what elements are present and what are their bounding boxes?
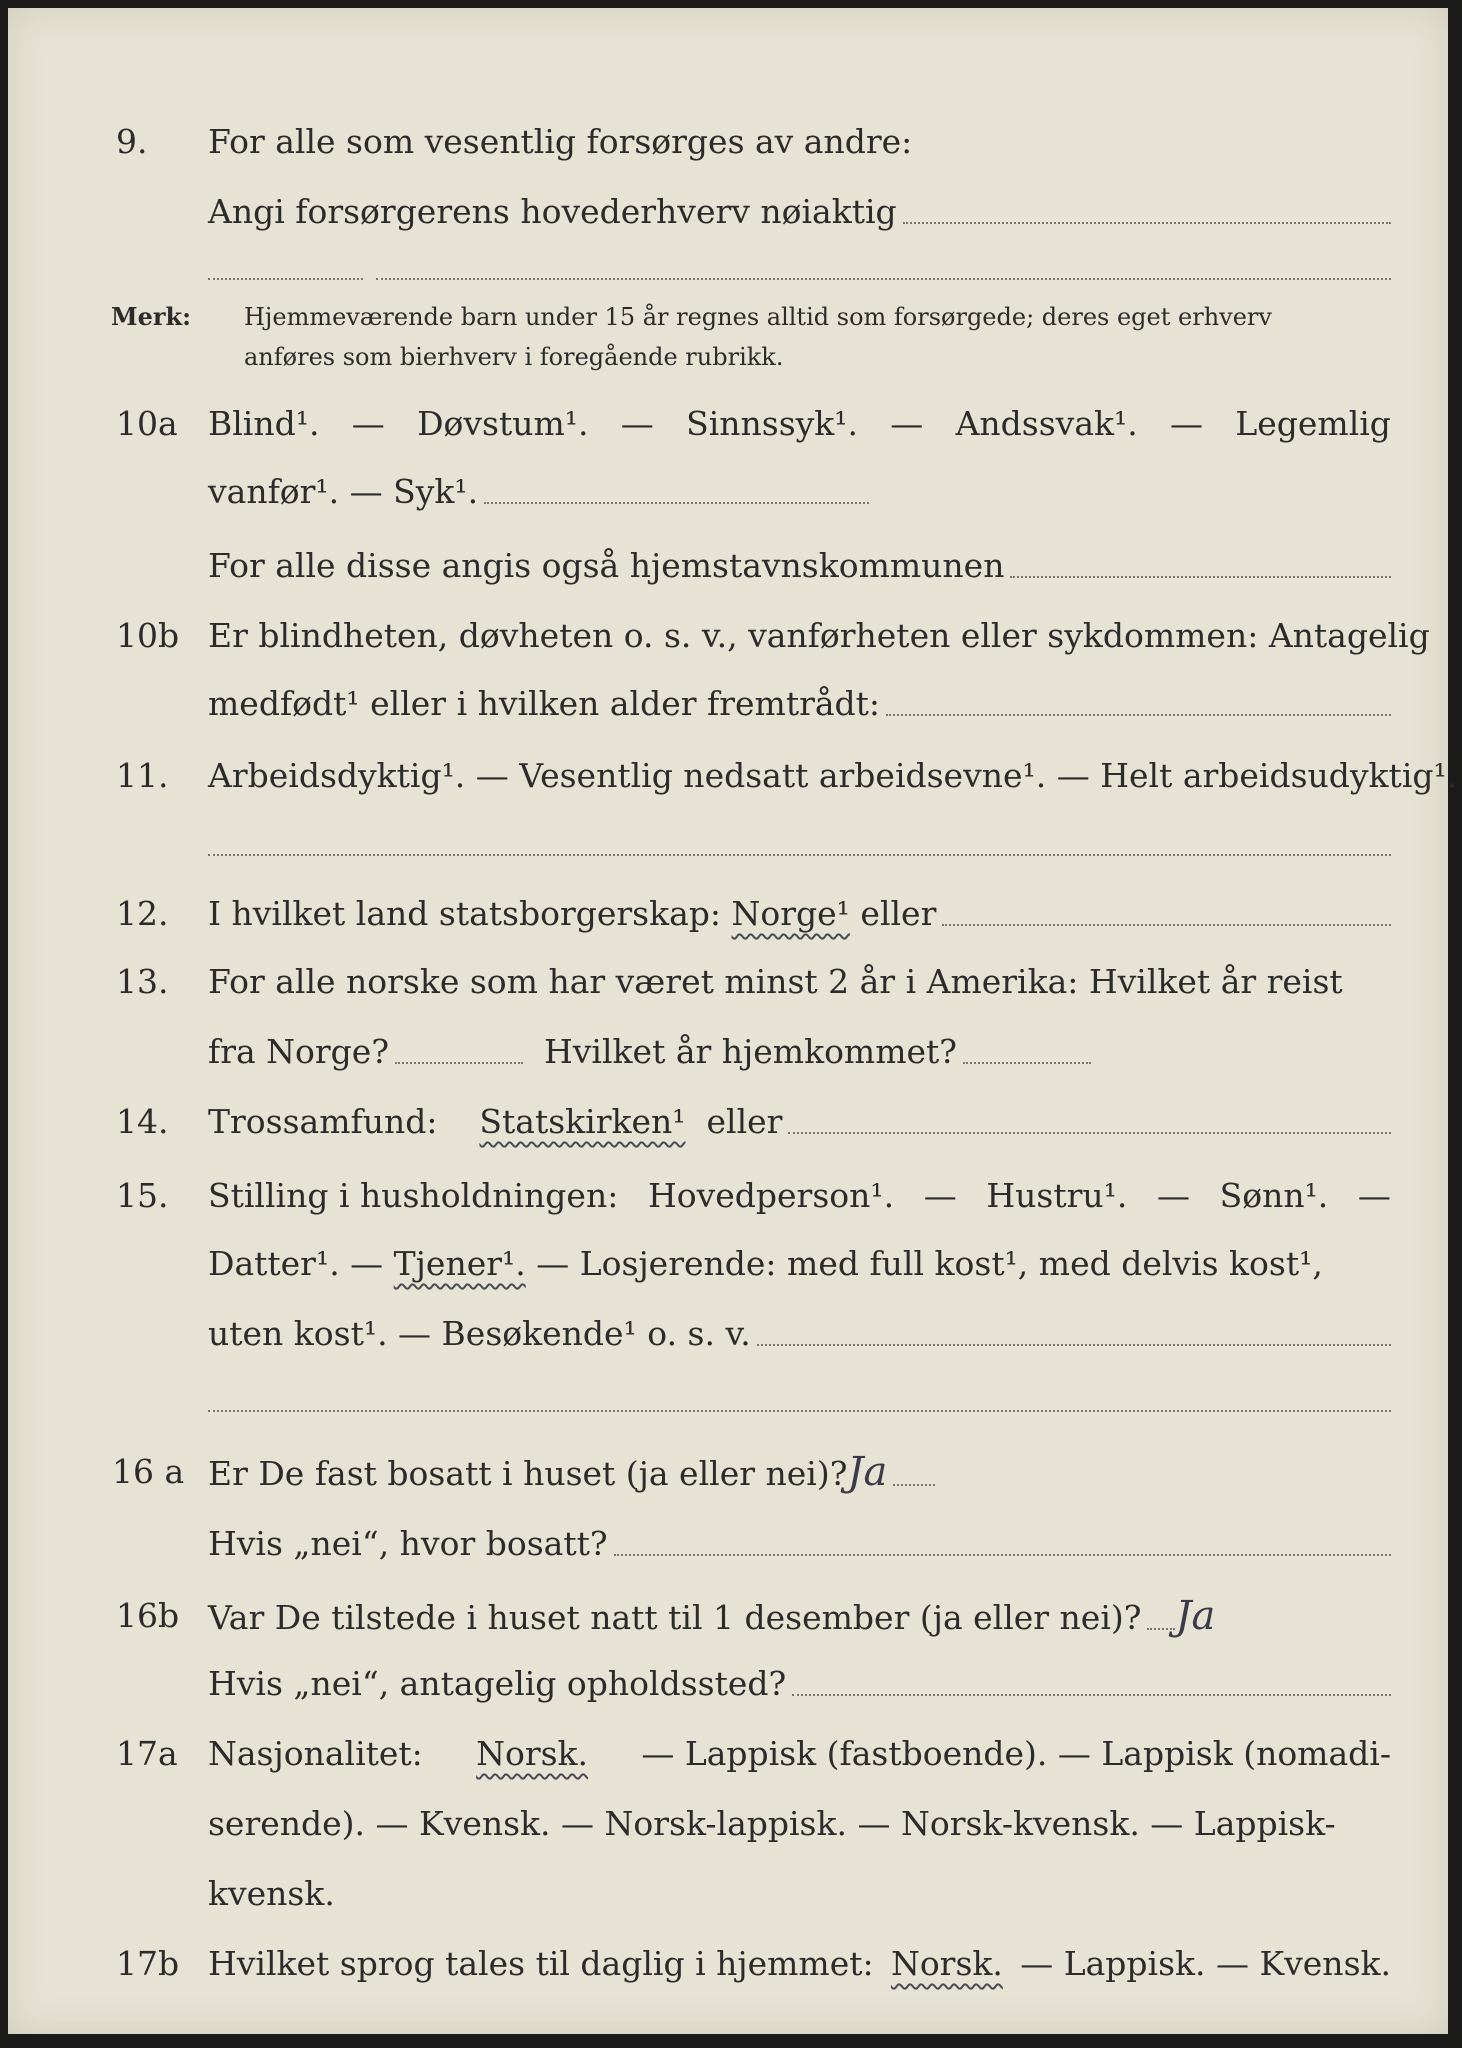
q15-line3 xyxy=(8,1310,1448,1358)
q17b-line xyxy=(8,1940,1448,1988)
q10a-dash: — xyxy=(1170,404,1204,443)
q10a-hjemstavn-field[interactable] xyxy=(1010,575,1391,578)
q15-sonn: Sønn¹. xyxy=(1219,1176,1329,1215)
q16a-bosatt-field[interactable] xyxy=(614,1553,1391,1556)
q12-prompt: I hvilket land statsborgerskap: xyxy=(208,894,722,933)
q9-separator-a xyxy=(208,278,363,280)
q9-provider-prompt: Angi forsørgerens hovederhverv nøiaktig xyxy=(208,192,897,231)
q15-answer-field[interactable] xyxy=(757,1343,1391,1346)
q16a-line1 xyxy=(8,1448,1448,1496)
q16b-handwritten-answer: Ja xyxy=(1175,1593,1216,1639)
q10a-hjemstavn-prompt: For alle disse angis også hjemstavnskommunen xyxy=(208,546,1005,585)
q16a-hvor-bosatt: Hvis „nei“, hvor bosatt? xyxy=(208,1524,608,1563)
q14-line xyxy=(8,1098,1448,1146)
q17a-answer-norsk: Norsk. xyxy=(476,1734,589,1773)
q15-line1 xyxy=(8,1172,1448,1220)
q15-hovedperson: Hovedperson¹. xyxy=(647,1176,895,1215)
q12-line xyxy=(8,890,1448,938)
q9-line1 xyxy=(8,118,1448,166)
q15-dash: — xyxy=(923,1176,957,1215)
q17b-label: Hvilket sprog tales til daglig i hjemmet: xyxy=(208,1944,874,1983)
q10a-dash: — xyxy=(620,404,654,443)
q10b-line1 xyxy=(8,612,1448,660)
q17a-label: Nasjonalitet: xyxy=(208,1734,423,1773)
q17a-line3 xyxy=(8,1870,1448,1918)
q17b-number: 17b xyxy=(116,1944,180,1983)
q15-answer-tjener: Tjener¹. xyxy=(393,1244,526,1283)
q10a-answer-field[interactable] xyxy=(484,501,869,504)
q15-hustru: Hustru¹. xyxy=(986,1176,1128,1215)
q15-dash: — xyxy=(1156,1176,1190,1215)
q10a-dovstum: Døvstum¹. xyxy=(417,404,589,443)
q10a-dash: — xyxy=(890,404,924,443)
q17a-line2 xyxy=(8,1800,1448,1848)
q9-number: 9. xyxy=(116,122,148,161)
q9-separator-b xyxy=(376,278,1391,280)
q16b-opholdssted-field[interactable] xyxy=(792,1693,1391,1696)
q9-line2 xyxy=(8,188,1448,236)
q10a-line1 xyxy=(8,400,1448,448)
q14-answer-statskirken: Statskirken¹ xyxy=(479,1102,686,1141)
q13-reist-field[interactable] xyxy=(395,1061,523,1064)
q10b-line2 xyxy=(8,680,1448,728)
q14-eller: eller xyxy=(706,1102,783,1141)
q10a-line2 xyxy=(8,468,1448,516)
merk-line1 xyxy=(8,298,1448,336)
q15-losjerende: — Losjerende: med full kost¹, med delvis kost¹, xyxy=(536,1244,1323,1283)
q16b-prompt: Var De tilstede i huset natt til 1 desember (ja eller nei)? xyxy=(208,1598,1142,1637)
q16b-opholdssted-prompt: Hvis „nei“, antagelig opholdssted? xyxy=(208,1664,787,1703)
q10b-answer-field[interactable] xyxy=(886,713,1391,716)
q13-line2 xyxy=(8,1028,1448,1076)
q10a-sinnssyk: Sinnssyk¹. xyxy=(686,404,858,443)
q10b-prompt: medfødt¹ eller i hvilken alder fremtrådt: xyxy=(208,684,881,723)
q11-text: Arbeidsdyktig¹. — Vesentlig nedsatt arbeidsevne¹. — Helt arbeidsudyktig¹. xyxy=(208,756,1458,795)
q13-number: 13. xyxy=(116,962,169,1001)
q12-number: 12. xyxy=(116,894,169,933)
q14-answer-field[interactable] xyxy=(788,1131,1391,1134)
q16a-answer-field[interactable] xyxy=(893,1483,935,1486)
q13-text: For alle norske som har været minst 2 år i Amerika: Hvilket år reist xyxy=(208,962,1343,1001)
q17a-line1 xyxy=(8,1730,1448,1778)
q10a-vanfor-syk: vanfør¹. — Syk¹. xyxy=(208,472,479,511)
census-form-page xyxy=(8,8,1458,2034)
q13-reist-prompt: fra Norge? xyxy=(208,1032,390,1071)
q15-number: 15. xyxy=(116,1176,169,1215)
q16a-handwritten-answer: Ja xyxy=(847,1449,888,1495)
q13-line1 xyxy=(8,958,1448,1006)
q17a-options-3: kvensk. xyxy=(208,1874,335,1913)
q13-hjemkommet-prompt: Hvilket år hjemkommet? xyxy=(544,1032,957,1071)
q10b-number: 10b xyxy=(116,616,180,655)
q16a-prompt: Er De fast bosatt i huset (ja eller nei)? xyxy=(208,1454,848,1493)
merk-text-2: anføres som bierhverv i foregående rubrikk. xyxy=(244,343,784,371)
q15-datter: Datter¹. — xyxy=(208,1244,384,1283)
q10a-number: 10a xyxy=(116,404,178,443)
q15-separator xyxy=(208,1410,1391,1412)
q12-answer-norge: Norge¹ xyxy=(731,894,850,933)
q17a-number: 17a xyxy=(116,1734,178,1773)
q16a-number: 16 a xyxy=(112,1452,185,1491)
q16b-answer-field[interactable] xyxy=(1147,1627,1175,1630)
q12-answer-field[interactable] xyxy=(942,923,1391,926)
merk-line2 xyxy=(8,338,1448,376)
q10a-blind: Blind¹. xyxy=(208,404,320,443)
q16b-line2 xyxy=(8,1660,1448,1708)
q17a-options: — Lappisk (fastboende). — Lappisk (nomadi- xyxy=(641,1734,1391,1773)
q13-hjemkommet-field[interactable] xyxy=(963,1061,1091,1064)
q9-text: For alle som vesentlig forsørges av andre: xyxy=(208,122,913,161)
q15-uten-kost: uten kost¹. — Besøkende¹ o. s. v. xyxy=(208,1314,751,1353)
q16a-line2 xyxy=(8,1520,1448,1568)
q11-separator xyxy=(208,854,1391,856)
q15-line2 xyxy=(8,1240,1448,1288)
q10a-dash: — xyxy=(351,404,385,443)
q17a-options-2: serende). — Kvensk. — Norsk-lappisk. — Norsk-kvensk. — Lappisk- xyxy=(208,1804,1336,1843)
q17b-answer-norsk: Norsk. xyxy=(890,1944,1003,1983)
q11-number: 11. xyxy=(116,756,169,795)
q17b-options: — Lappisk. — Kvensk. xyxy=(1020,1944,1391,1983)
q15-prompt: Stilling i husholdningen: xyxy=(208,1176,619,1215)
q10a-line3 xyxy=(8,542,1448,590)
q14-number: 14. xyxy=(116,1102,169,1141)
q14-label: Trossamfund: xyxy=(208,1102,438,1141)
q10a-legemlig: Legemlig xyxy=(1235,404,1391,443)
q16b-number: 16b xyxy=(116,1596,180,1635)
q10b-text: Er blindheten, døvheten o. s. v., vanførheten eller sykdommen: Antagelig xyxy=(208,616,1430,655)
merk-text-1: Hjemmeværende barn under 15 år regnes alltid som forsørgede; deres eget erhverv xyxy=(244,303,1272,331)
q11-line1 xyxy=(8,752,1458,800)
q9-answer-field[interactable] xyxy=(903,221,1391,224)
q16b-line1 xyxy=(8,1592,1448,1640)
q12-eller: eller xyxy=(860,894,937,933)
q15-dash: — xyxy=(1357,1176,1391,1215)
merk-label: Merk: xyxy=(111,302,191,331)
q10a-andssvak: Andssvak¹. xyxy=(955,404,1138,443)
